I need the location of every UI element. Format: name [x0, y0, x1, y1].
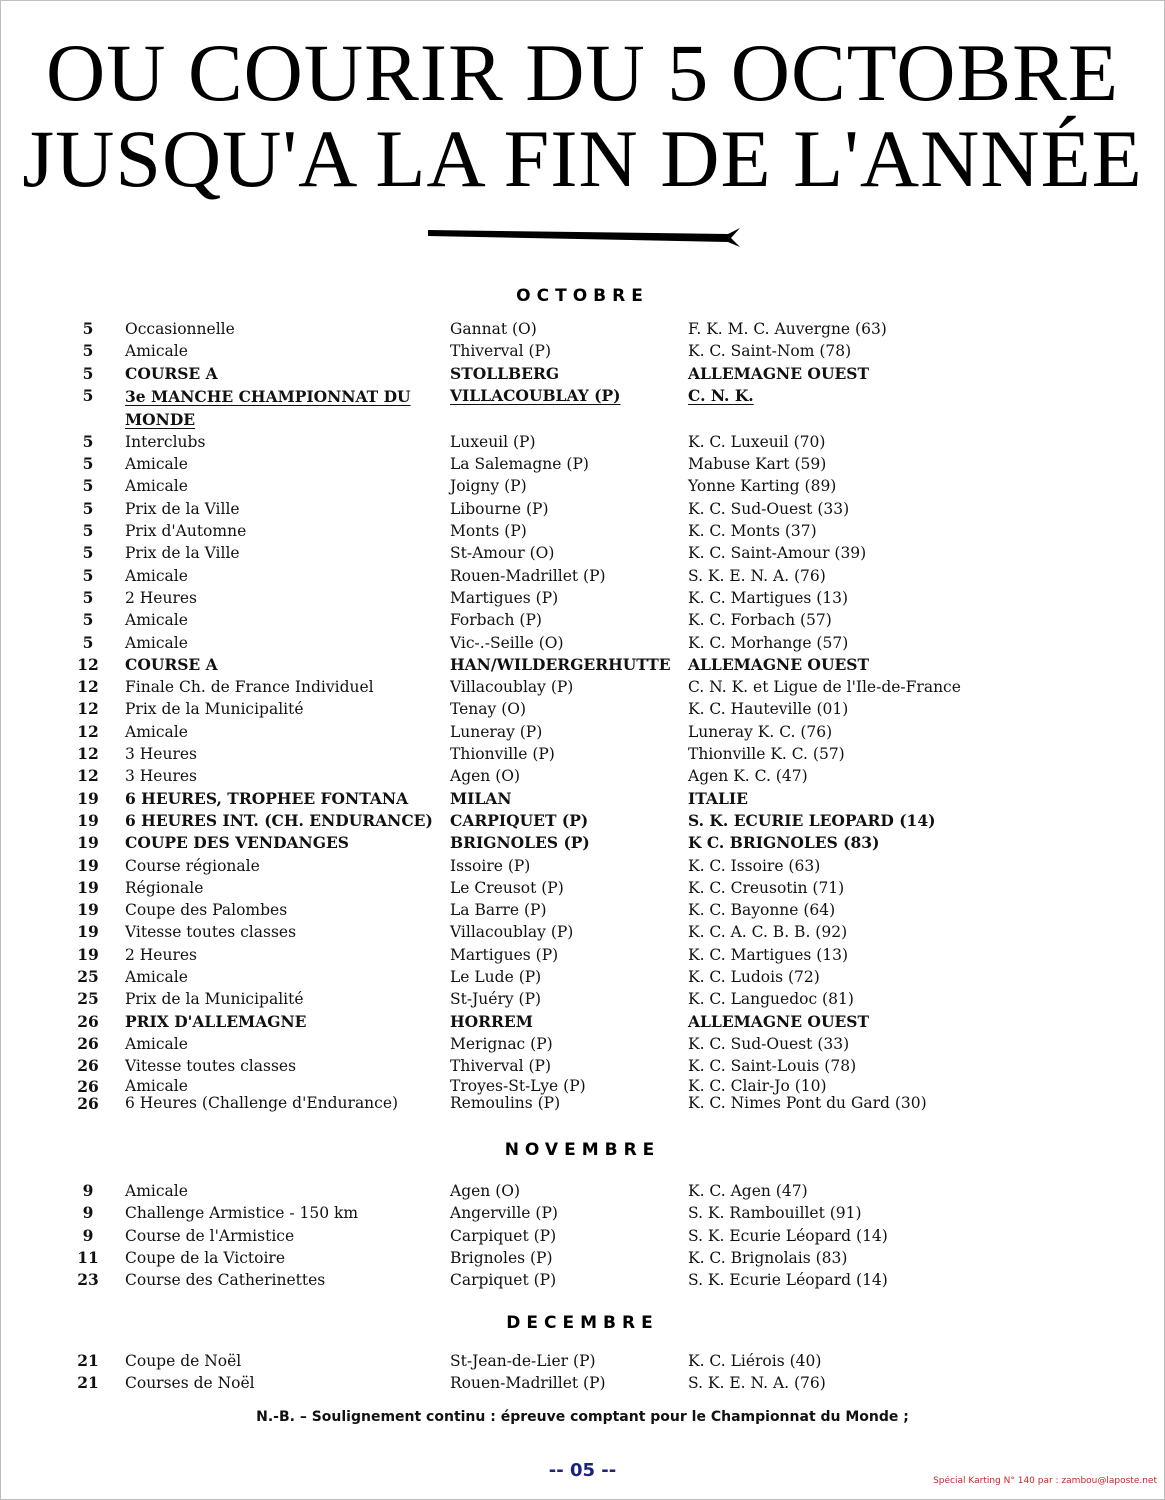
day-cell: 5: [82, 476, 94, 496]
scan-credit: Spécial Karting N° 140 par : zambou@laposte.net: [933, 1476, 1157, 1486]
event-cell: 2 Heures: [125, 588, 197, 607]
event-cell: Interclubs: [125, 432, 206, 451]
table-row: [0, 1247, 1165, 1269]
organizer-cell: F. K. M. C. Auvergne (63): [688, 320, 887, 338]
event-cell: Prix de la Ville: [125, 499, 240, 518]
table-row: [0, 1269, 1165, 1291]
day-cell: 5: [82, 319, 94, 338]
location-cell: HORREM: [450, 1011, 533, 1031]
day-cell: 25: [77, 967, 99, 987]
location-cell: Le Creusot (P): [450, 878, 564, 897]
event-cell: 3 Heures: [125, 767, 197, 786]
organizer-cell: S. K. Rambouillet (91): [688, 1204, 862, 1223]
organizer-cell: K C. BRIGNOLES (83): [688, 833, 880, 853]
location-cell: Luneray (P): [450, 722, 543, 741]
event-cell: Amicale: [125, 477, 188, 496]
event-cell: Prix de la Municipalité: [125, 990, 304, 1009]
organizer-cell: K. C. Forbach (57): [688, 611, 832, 630]
table-row: [0, 453, 1165, 475]
table-row: [0, 1180, 1165, 1202]
location-cell: St-Amour (O): [450, 544, 555, 563]
day-cell: 5: [82, 587, 94, 607]
day-cell: 19: [77, 900, 99, 920]
table-row: [0, 698, 1165, 720]
table-row: [0, 855, 1165, 877]
event-cell: Prix de la Ville: [125, 544, 240, 563]
table-row: [0, 654, 1165, 676]
day-cell: 12: [77, 654, 99, 674]
event-cell: Challenge Armistice - 150 km: [125, 1204, 359, 1223]
page-title-line-2: JUSQU'A LA FIN DE L'ANNÉE: [22, 113, 1143, 204]
month-heading-novembre: NOVEMBRE: [504, 1140, 661, 1160]
organizer-cell: K. C. Monts (37): [688, 522, 817, 541]
event-cell: COUPE DES VENDANGES: [125, 833, 349, 853]
day-cell: 19: [77, 855, 99, 875]
page-number: -- 05 --: [548, 1460, 617, 1481]
table-row: [0, 318, 1165, 340]
day-cell: 19: [77, 877, 99, 897]
organizer-cell: K. C. Sud-Ouest (33): [688, 1034, 850, 1053]
event-cell: 2 Heures: [125, 945, 197, 964]
day-cell: 26: [77, 1011, 99, 1031]
organizer-cell: K. C. Creusotin (71): [688, 878, 845, 897]
table-row-championship: [0, 385, 1165, 431]
organizer-cell: K. C. Morhange (57): [688, 633, 849, 652]
location-cell: Martigues (P): [450, 945, 559, 964]
organizer-cell: Mabuse Kart (59): [688, 455, 827, 474]
event-cell: Prix d'Automne: [125, 522, 247, 541]
day-cell: 12: [77, 699, 99, 719]
table-row: [0, 921, 1165, 943]
organizer-cell: Luneray K. C. (76): [688, 722, 833, 741]
event-cell: 3e MANCHE CHAMPIONNAT DU MONDE: [125, 386, 411, 429]
organizer-cell: K. C. Saint-Nom (78): [688, 342, 852, 361]
organizer-cell: K. C. Brignolais (83): [688, 1248, 848, 1267]
day-cell: 11: [77, 1247, 99, 1267]
event-cell: Amicale: [125, 722, 188, 741]
location-cell: Le Lude (P): [450, 968, 542, 987]
event-cell: Amicale: [125, 342, 188, 361]
location-cell: MILAN: [450, 788, 512, 808]
day-cell: 26: [77, 1033, 99, 1053]
table-row: [0, 765, 1165, 787]
organizer-cell: C. N. K. et Ligue de l'Ile-de-France: [688, 678, 961, 697]
event-cell: Amicale: [125, 611, 188, 630]
table-row: [0, 877, 1165, 899]
organizer-cell: ITALIE: [688, 788, 748, 808]
event-cell: 6 Heures (Challenge d'Endurance): [125, 1093, 399, 1112]
month-heading-octobre: OCTOBRE: [516, 286, 649, 306]
table-row: [0, 632, 1165, 654]
location-cell: St-Juéry (P): [450, 990, 542, 1009]
organizer-cell: K. C. Agen (47): [688, 1182, 808, 1200]
location-cell: Agen (O): [450, 767, 520, 786]
day-cell: 23: [77, 1270, 99, 1290]
location-cell: Troyes-St-Lye (P): [450, 1076, 586, 1095]
day-cell: 5: [82, 565, 94, 585]
location-cell: Agen (O): [450, 1182, 520, 1200]
table-row: [0, 475, 1165, 497]
organizer-cell: K. C. Saint-Amour (39): [688, 544, 867, 563]
organizer-cell: K. C. Nimes Pont du Gard (30): [688, 1093, 927, 1112]
day-cell: 26: [77, 1076, 99, 1096]
day-cell: 9: [82, 1181, 94, 1200]
location-cell: STOLLBERG: [450, 363, 560, 383]
day-cell: 12: [77, 744, 99, 764]
day-cell: 5: [82, 610, 94, 630]
day-cell: 19: [77, 810, 99, 830]
day-cell: 5: [82, 521, 94, 541]
location-cell: Martigues (P): [450, 588, 559, 607]
day-cell: 19: [77, 833, 99, 853]
location-cell: Monts (P): [450, 522, 527, 541]
organizer-cell: ALLEMAGNE OUEST: [688, 363, 869, 383]
day-cell: 19: [77, 788, 99, 808]
event-cell: Course régionale: [125, 856, 260, 875]
table-row: [0, 498, 1165, 520]
location-cell: Villacoublay (P): [450, 923, 574, 942]
table-row: [0, 721, 1165, 743]
event-cell: Coupe de la Victoire: [125, 1248, 286, 1267]
organizer-cell: K. C. Martigues (13): [688, 945, 849, 964]
organizer-cell: S. K. Ecurie Léopard (14): [688, 1226, 888, 1245]
day-cell: 5: [82, 363, 94, 383]
table-row: [0, 988, 1165, 1010]
location-cell: Thiverval (P): [450, 342, 552, 361]
organizer-cell: K. C. Martigues (13): [688, 588, 849, 607]
day-cell: 12: [77, 677, 99, 697]
location-cell: Vic-.-Seille (O): [450, 633, 564, 652]
location-cell: Villacoublay (P): [450, 678, 574, 697]
day-cell: 21: [77, 1351, 99, 1370]
event-cell: Course de l'Armistice: [125, 1226, 295, 1245]
organizer-cell: K. C. Bayonne (64): [688, 901, 836, 920]
location-cell: La Barre (P): [450, 901, 547, 920]
day-cell: 5: [82, 543, 94, 563]
location-cell: Rouen-Madrillet (P): [450, 1374, 606, 1393]
organizer-cell: S. K. Ecurie Léopard (14): [688, 1271, 888, 1290]
day-cell: 5: [82, 385, 94, 405]
event-cell: 6 HEURES, TROPHEE FONTANA: [125, 788, 409, 808]
location-cell: Gannat (O): [450, 320, 537, 338]
event-cell: 6 HEURES INT. (CH. ENDURANCE): [125, 810, 433, 830]
organizer-cell: K. C. Hauteville (01): [688, 700, 849, 719]
event-cell: Course des Catherinettes: [125, 1271, 326, 1290]
table-row: [0, 944, 1165, 966]
organizer-cell: ALLEMAGNE OUEST: [688, 654, 869, 674]
organizer-cell: C. N. K.: [688, 385, 754, 405]
table-row: [0, 542, 1165, 564]
location-cell: Thionville (P): [450, 745, 555, 764]
november-table: [0, 1180, 1165, 1291]
day-cell: 21: [77, 1373, 99, 1393]
organizer-cell: S. K. E. N. A. (76): [688, 1374, 826, 1393]
footnote: N.-B. – Soulignement continu : épreuve comptant pour le Championnat du Monde ;: [256, 1409, 909, 1425]
event-cell: Prix de la Municipalité: [125, 700, 304, 719]
table-row: [0, 340, 1165, 362]
location-cell: Libourne (P): [450, 499, 549, 518]
location-cell: Luxeuil (P): [450, 432, 536, 451]
location-cell: Forbach (P): [450, 611, 542, 630]
location-cell: La Salemagne (P): [450, 455, 589, 474]
organizer-cell: Thionville K. C. (57): [688, 745, 845, 764]
organizer-cell: S. K. E. N. A. (76): [688, 566, 826, 585]
event-cell: Amicale: [125, 566, 188, 585]
table-row: [0, 743, 1165, 765]
day-cell: 9: [82, 1225, 94, 1245]
event-cell: Amicale: [125, 1076, 188, 1095]
location-cell: Remoulins (P): [450, 1093, 561, 1112]
location-cell: HAN/WILDERGERHUTTE: [450, 654, 671, 674]
table-row: [0, 966, 1165, 988]
organizer-cell: K. C. Clair-Jo (10): [688, 1076, 827, 1095]
organizer-cell: K. C. Languedoc (81): [688, 990, 854, 1009]
location-cell: Merignac (P): [450, 1034, 553, 1053]
location-cell: Brignoles (P): [450, 1248, 553, 1267]
event-cell: Coupe de Noël: [125, 1352, 242, 1370]
october-dense-rows: [0, 1078, 1165, 1112]
day-cell: 5: [82, 341, 94, 361]
day-cell: 5: [82, 454, 94, 474]
organizer-cell: K. C. Sud-Ouest (33): [688, 499, 850, 518]
table-row: [0, 832, 1165, 854]
event-cell: COURSE A: [125, 363, 218, 383]
organizer-cell: S. K. ECURIE LEOPARD (14): [688, 810, 936, 830]
title-divider-arrow: [428, 226, 740, 248]
organizer-cell: ALLEMAGNE OUEST: [688, 1011, 869, 1031]
day-cell: 12: [77, 721, 99, 741]
table-row: [0, 565, 1165, 587]
table-row: [0, 1033, 1165, 1055]
day-cell: 26: [77, 1056, 99, 1076]
table-row: [0, 609, 1165, 631]
event-cell: Régionale: [125, 878, 204, 897]
october-table: [0, 318, 1165, 1112]
location-cell: Tenay (O): [450, 700, 527, 719]
event-cell: Vitesse toutes classes: [125, 1057, 297, 1076]
table-row: [0, 363, 1165, 385]
table-row: [0, 1095, 1165, 1112]
organizer-cell: K. C. Liérois (40): [688, 1352, 822, 1370]
page-title-line-1: OU COURIR DU 5 OCTOBRE: [46, 27, 1119, 118]
location-cell: BRIGNOLES (P): [450, 833, 590, 853]
table-row: [0, 1225, 1165, 1247]
event-cell: Amicale: [125, 968, 188, 987]
location-cell: St-Jean-de-Lier (P): [450, 1352, 596, 1370]
location-cell: Rouen-Madrillet (P): [450, 566, 606, 585]
table-row: [0, 676, 1165, 698]
location-cell: Carpiquet (P): [450, 1271, 557, 1290]
organizer-cell: K. C. A. C. B. B. (92): [688, 923, 848, 942]
event-cell: Coupe des Palombes: [125, 901, 288, 920]
table-row: [0, 1055, 1165, 1077]
event-cell: Vitesse toutes classes: [125, 923, 297, 942]
day-cell: 9: [82, 1203, 94, 1223]
month-heading-decembre: DECEMBRE: [506, 1313, 659, 1333]
location-cell: CARPIQUET (P): [450, 810, 589, 830]
location-cell: Issoire (P): [450, 856, 531, 875]
location-cell: Joigny (P): [450, 477, 527, 496]
organizer-cell: Agen K. C. (47): [688, 767, 808, 786]
table-row: [0, 899, 1165, 921]
day-cell: 5: [82, 632, 94, 652]
event-cell: Amicale: [125, 633, 188, 652]
day-cell: 19: [77, 944, 99, 964]
organizer-cell: K. C. Ludois (72): [688, 968, 820, 987]
event-cell: Amicale: [125, 455, 188, 474]
day-cell: 26: [77, 1093, 99, 1113]
location-cell: Thiverval (P): [450, 1057, 552, 1076]
table-row: [0, 587, 1165, 609]
table-row: [0, 1350, 1165, 1372]
event-cell: Finale Ch. de France Individuel: [125, 678, 374, 697]
event-cell: PRIX D'ALLEMAGNE: [125, 1011, 307, 1031]
organizer-cell: Yonne Karting (89): [688, 477, 837, 496]
table-row: [0, 1011, 1165, 1033]
day-cell: 5: [82, 498, 94, 518]
table-row: [0, 1078, 1165, 1095]
table-row: [0, 431, 1165, 453]
day-cell: 25: [77, 989, 99, 1009]
table-row: [0, 788, 1165, 810]
event-cell: Amicale: [125, 1182, 188, 1200]
location-cell: VILLACOUBLAY (P): [450, 385, 621, 405]
event-cell: COURSE A: [125, 654, 218, 674]
event-cell: Amicale: [125, 1034, 188, 1053]
table-row: [0, 810, 1165, 832]
day-cell: 19: [77, 922, 99, 942]
event-cell: Occasionnelle: [125, 320, 235, 338]
organizer-cell: K. C. Saint-Louis (78): [688, 1057, 857, 1076]
event-cell: 3 Heures: [125, 745, 197, 764]
day-cell: 12: [77, 766, 99, 786]
event-cell: Courses de Noël: [125, 1374, 255, 1393]
table-row: [0, 1202, 1165, 1224]
december-table: [0, 1350, 1165, 1395]
day-cell: 5: [82, 431, 94, 451]
organizer-cell: K. C. Luxeuil (70): [688, 432, 826, 451]
table-row: [0, 1372, 1165, 1394]
location-cell: Angerville (P): [450, 1204, 558, 1223]
table-row: [0, 520, 1165, 542]
location-cell: Carpiquet (P): [450, 1226, 557, 1245]
organizer-cell: K. C. Issoire (63): [688, 856, 821, 875]
